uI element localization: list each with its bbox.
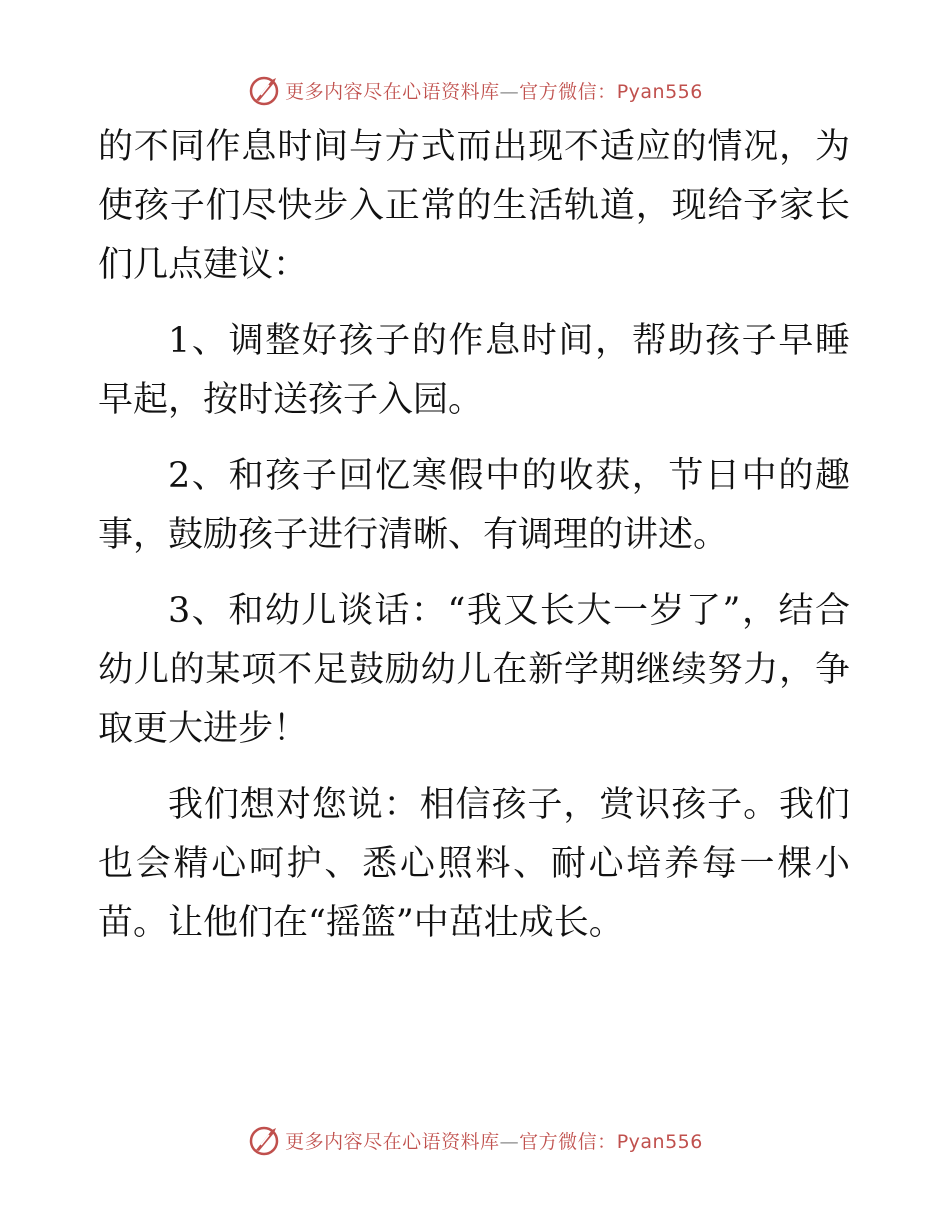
- footer-promo-text: 更多内容尽在心语资料库: [285, 1130, 500, 1153]
- quill-pen-logo-icon: [247, 1123, 281, 1157]
- header-separator: —: [499, 80, 520, 103]
- header-banner-text: [285, 77, 703, 104]
- quill-pen-logo-icon: [247, 73, 281, 107]
- footer-banner-text: [285, 1127, 703, 1154]
- paragraph-intro-continuation: 的不同作息时间与方式而出现不适应的情况，为使孩子们尽快步入正常的生活轨道，现给予家长们几点建议：: [98, 127, 850, 285]
- header-contact-label: 官方微信：: [519, 80, 617, 103]
- header-banner-inner: [247, 73, 703, 107]
- header-promo-text: 更多内容尽在心语资料库: [285, 80, 500, 103]
- paragraph-suggestion-1: 1、调整好孩子的作息时间，帮助孩子早睡早起，按时送孩子入园。: [98, 321, 850, 420]
- paragraph-closing: 我们想对您说：相信孩子，赏识孩子。我们也会精心呵护、悉心照料、耐心培养每一棵小苗。让他们在“摇篮”中茁壮成长。: [98, 785, 850, 943]
- paragraph-suggestion-3: 3、和幼儿谈话：“我又长大一岁了”，结合幼儿的某项不足鼓励幼儿在新学期继续努力，争取更大进步！: [98, 591, 850, 749]
- footer-contact-id: Pyan556: [616, 1130, 703, 1153]
- footer-banner-inner: [247, 1123, 703, 1157]
- header-contact-id: Pyan556: [616, 80, 703, 103]
- document-body: [98, 118, 850, 970]
- header-banner: [0, 70, 950, 110]
- footer-separator: —: [499, 1130, 520, 1153]
- footer-contact-label: 官方微信：: [519, 1130, 617, 1153]
- footer-banner: [0, 1120, 950, 1160]
- paragraph-suggestion-2: 2、和孩子回忆寒假中的收获，节日中的趣事，鼓励孩子进行清晰、有调理的讲述。: [98, 456, 850, 555]
